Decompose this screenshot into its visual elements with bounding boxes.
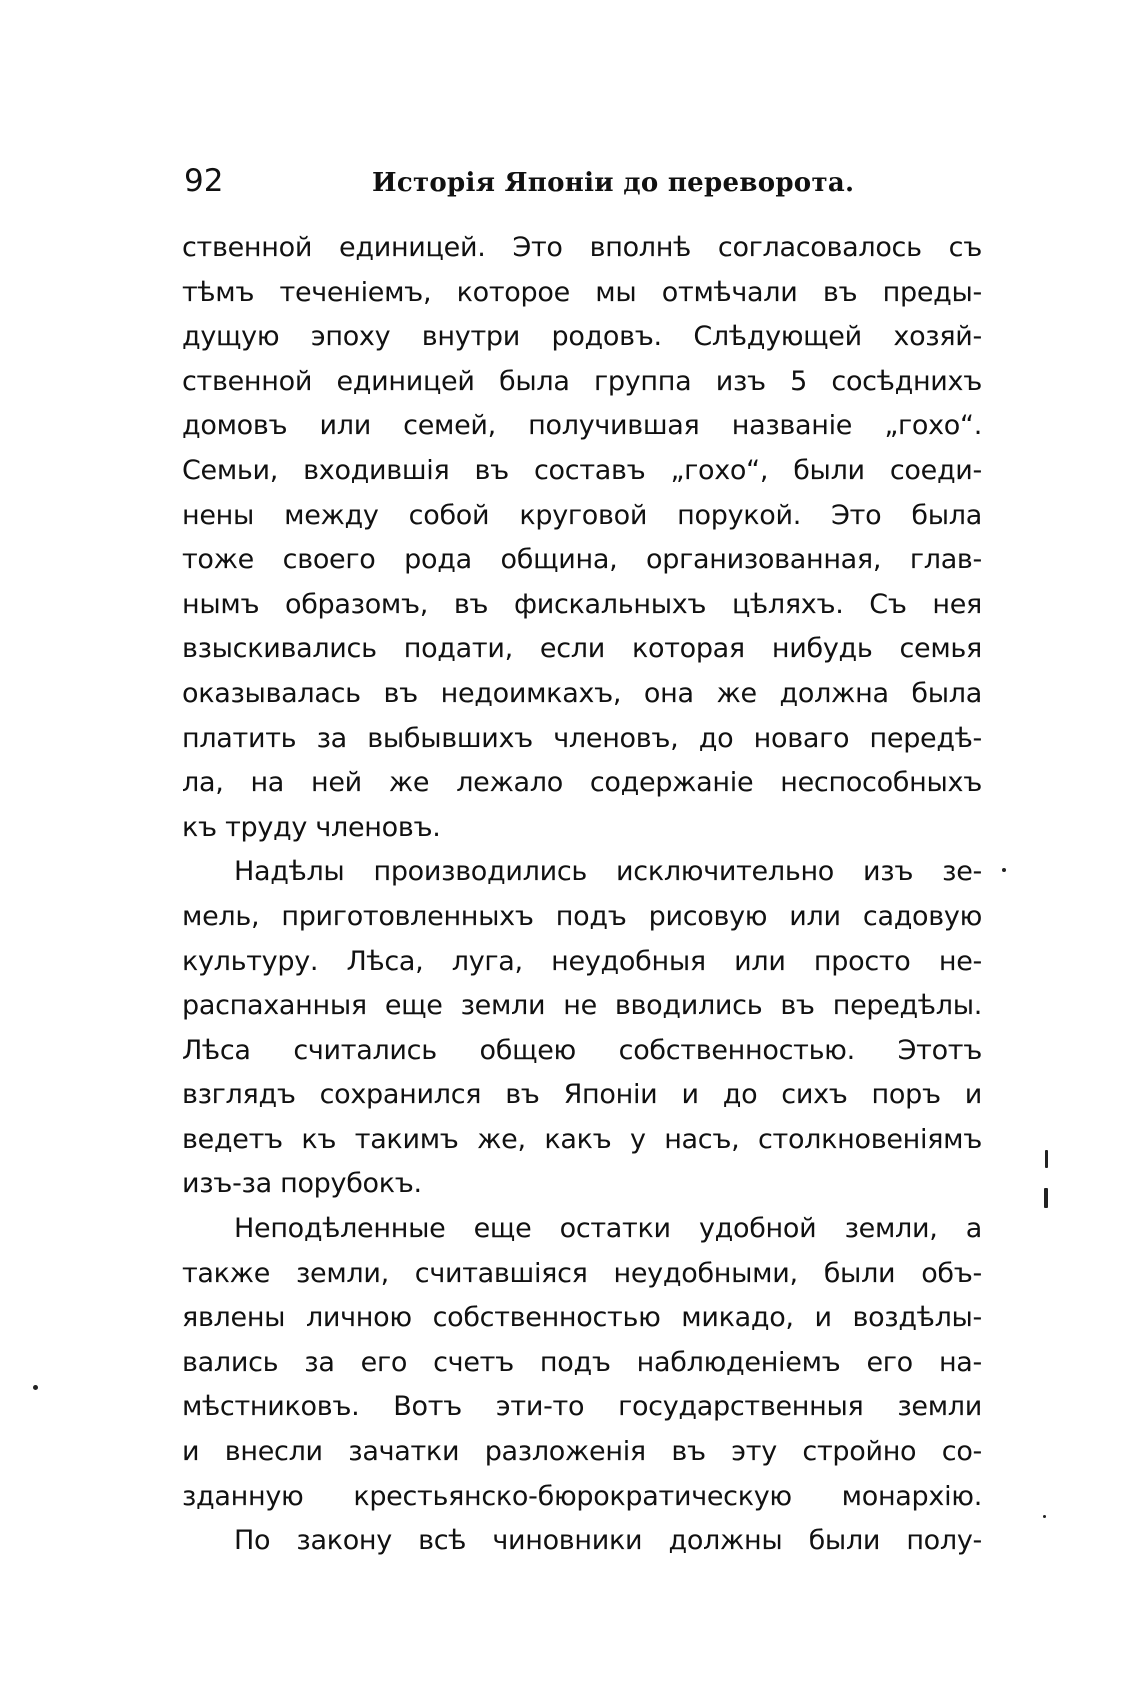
text-line: культуру. Лѣса, луга, неудобныя или просто не- [182,945,982,977]
text-line: ведетъ къ такимъ же, какъ у насъ, столкновеніямъ [182,1123,982,1155]
text-line: ла, на ней же лежало содержаніе неспособныхъ [182,767,982,799]
page-header [184,158,984,204]
text-line: Семьи, входившія въ составъ „гохо“, были соеди- [182,454,982,486]
text-line: тѣмъ теченіемъ, которое мы отмѣчали въ преды- [182,276,982,308]
text-line: распаханныя еще земли не вводились въ передѣлы. [182,990,982,1022]
running-title: Исторія Японіи до переворота. [372,168,855,198]
text-line: Лѣса считались общею собственностью. Этотъ [182,1034,982,1066]
text-line: мѣстниковъ. Вотъ эти-то государственныя земли [182,1391,982,1423]
scan-speck [1045,1150,1048,1168]
text-line: платить за выбывшихъ членовъ, до новаго передѣ- [182,722,982,754]
scan-speck [33,1385,38,1390]
text-line: мель, приготовленныхъ подъ рисовую или садовую [182,900,982,932]
page-number: 92 [184,163,224,199]
text-line: нымъ образомъ, въ фискальныхъ цѣляхъ. Съ нея [182,588,982,620]
text-line: Надѣлы производились исключительно изъ зе- [234,856,982,888]
text-line: тоже своего рода община, организованная, глав- [182,544,982,576]
text-line: ственной единицей была группа изъ 5 сосѣднихъ [182,365,982,397]
text-line: взглядъ сохранился въ Японіи и до сихъ поръ и [182,1079,982,1111]
body-text [182,226,982,1564]
text-line: вались за его счетъ подъ наблюденіемъ его на- [182,1346,982,1378]
text-line: и внесли зачатки разложенія въ эту стройно со- [182,1436,982,1468]
text-line: также земли, считавшіяся неудобными, были объ- [182,1257,982,1289]
text-line: нены между собой круговой порукой. Это была [182,499,982,531]
text-line: изъ-за порубокъ. [182,1168,422,1200]
text-line: зданную крестьянско-бюрократическую монархію. [182,1480,982,1512]
text-line: къ труду членовъ. [182,811,441,843]
text-line: По закону всѣ чиновники должны были полу- [234,1525,982,1557]
text-line: домовъ или семей, получившая названіе „гохо“. [182,410,982,442]
text-line: явлены личною собственностью микадо, и воздѣлы- [182,1302,982,1334]
text-line: взыскивались подати, если которая нибудь семья [182,633,982,665]
scan-speck [1044,1188,1048,1208]
text-line: Неподѣленные еще остатки удобной земли, а [234,1213,982,1245]
text-line: дущую эпоху внутри родовъ. Слѣдующей хозяй- [182,321,982,353]
scan-speck [1043,1515,1046,1518]
text-line: оказывалась въ недоимкахъ, она же должна была [182,677,982,709]
text-line: ственной единицей. Это вполнѣ согласовалось съ [182,232,982,263]
scan-speck [1002,868,1006,872]
